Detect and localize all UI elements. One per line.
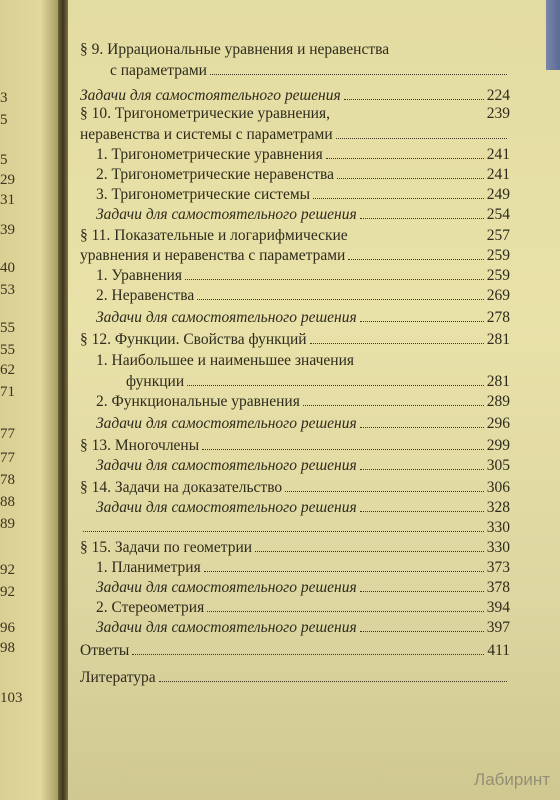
toc-entry-title: Задачи для самостоятельного решения xyxy=(80,87,341,104)
toc-page-number: 330 xyxy=(486,539,510,556)
dot-leader xyxy=(132,640,484,655)
dot-leader xyxy=(392,40,507,54)
dot-leader xyxy=(360,497,484,512)
left-page-number: 88 xyxy=(0,494,15,510)
toc-entry-title: Задачи для самостоятельного решения xyxy=(96,619,357,636)
left-page-number: 77 xyxy=(0,426,15,442)
toc-entry-title: Задачи для самостоятельного решения xyxy=(96,415,357,432)
toc-entry-title: 2. Функциональные уравнения xyxy=(96,393,300,410)
left-page-number: 39 xyxy=(0,222,15,238)
toc-page-number: 269 xyxy=(486,287,510,304)
dot-leader xyxy=(337,164,484,179)
toc-page-number: 281 xyxy=(486,331,510,348)
left-page-number: 3 xyxy=(0,90,8,106)
toc-entry-title: с параметрами xyxy=(110,62,207,79)
left-page-number: 5 xyxy=(0,112,8,128)
toc-page-number: 299 xyxy=(486,437,510,454)
toc-entry-title: 3. Тригонометрические системы xyxy=(96,186,311,203)
toc-entry-title: Задачи для самостоятельного решения xyxy=(96,309,357,326)
left-page-number: 53 xyxy=(0,282,15,298)
toc-page-number: 239 xyxy=(486,105,510,122)
toc-entry-title: Задачи для самостоятельного решения xyxy=(96,206,357,223)
toc-entry xyxy=(80,226,510,246)
toc-page-number: 330 xyxy=(486,519,510,536)
dot-leader xyxy=(285,477,484,492)
toc-entry xyxy=(80,40,510,60)
toc-page-number: 394 xyxy=(486,599,510,616)
toc-entry-title: Ответы xyxy=(80,642,130,659)
dot-leader xyxy=(83,517,484,532)
toc-entry-title: Задачи для самостоятельного решения xyxy=(96,499,357,516)
left-page-number: 62 xyxy=(0,362,15,378)
dot-leader xyxy=(360,413,484,428)
dot-leader xyxy=(351,226,484,240)
toc-entry xyxy=(80,617,510,637)
toc-entry xyxy=(80,144,510,164)
dot-leader xyxy=(210,60,507,75)
toc-entry-title: 1. Планиметрия xyxy=(96,559,201,576)
toc-entry-title: § 10. Тригонометрические уравнения, xyxy=(80,105,330,122)
left-page-number: 103 xyxy=(0,690,23,706)
toc-entry xyxy=(80,435,510,455)
toc-entry-title: уравнения и неравенства с параметрами xyxy=(80,247,346,264)
toc-entry xyxy=(80,164,510,184)
toc-entry xyxy=(80,204,510,224)
dot-leader xyxy=(360,307,484,322)
toc-entry-title: § 15. Задачи по геометрии xyxy=(80,539,253,556)
toc-entry xyxy=(80,85,510,105)
toc-entry xyxy=(80,497,510,517)
dot-leader xyxy=(360,617,484,632)
toc-entry xyxy=(80,557,510,577)
left-page-number: 31 xyxy=(0,192,15,208)
dot-leader xyxy=(204,557,484,572)
left-page-number: 77 xyxy=(0,450,15,466)
toc-page-number: 278 xyxy=(486,309,510,326)
toc-entry xyxy=(80,245,510,265)
toc-entry xyxy=(80,537,510,557)
dot-leader xyxy=(326,144,484,159)
toc-page-number: 328 xyxy=(486,499,510,516)
toc-entry xyxy=(80,667,510,687)
left-page-number: 89 xyxy=(0,516,15,532)
toc-entry-title: § 14. Задачи на доказательство xyxy=(80,479,283,496)
toc-entry xyxy=(80,124,510,144)
left-page-number: 55 xyxy=(0,342,15,358)
left-page-number: 96 xyxy=(0,620,15,636)
toc-entry xyxy=(80,60,510,80)
toc-entry-title: § 12. Функции. Свойства функций xyxy=(80,331,307,348)
toc-entry xyxy=(80,477,510,497)
dot-leader xyxy=(360,577,484,592)
toc-page-number: 397 xyxy=(486,619,510,636)
right-page xyxy=(68,0,560,800)
dot-leader xyxy=(185,265,484,280)
toc-entry-title: 2. Тригонометрические неравенства xyxy=(96,166,334,183)
toc-page-number: 305 xyxy=(486,457,510,474)
toc-entry-title: 1. Наибольшее и наименьшее значения xyxy=(96,352,355,369)
toc-entry xyxy=(80,577,510,597)
left-page xyxy=(0,0,58,800)
toc-entry xyxy=(80,351,510,371)
toc-entry-title: функции xyxy=(126,373,185,390)
dot-leader xyxy=(207,597,484,612)
toc-page-number: 254 xyxy=(486,206,510,223)
book-gutter xyxy=(58,0,68,800)
toc-page-number: 306 xyxy=(486,479,510,496)
toc-entry-title: 2. Стереометрия xyxy=(96,599,205,616)
toc-entry-title: Литература xyxy=(80,669,156,686)
left-page-number: 71 xyxy=(0,384,15,400)
toc-entry xyxy=(80,184,510,204)
toc-entry xyxy=(80,329,510,349)
dot-leader xyxy=(197,285,483,300)
dot-leader xyxy=(159,667,507,682)
left-page-number: 92 xyxy=(0,584,15,600)
toc-entry-title: Задачи для самостоятельного решения xyxy=(96,579,357,596)
dot-leader xyxy=(187,371,484,386)
watermark-logo: Лабиринт xyxy=(474,770,550,789)
toc-page-number: 249 xyxy=(486,186,510,203)
dot-leader xyxy=(255,537,484,552)
toc-entry-title: неравенства и системы с параметрами xyxy=(80,126,333,143)
toc-entry xyxy=(80,285,510,305)
toc-entry xyxy=(80,104,510,124)
toc-entry xyxy=(80,455,510,475)
toc-page-number: 259 xyxy=(486,247,510,264)
toc-page-number: 281 xyxy=(486,373,510,390)
toc-page-number: 241 xyxy=(486,166,510,183)
toc-page-number: 224 xyxy=(486,87,510,104)
toc-entry xyxy=(80,597,510,617)
left-page-number: 78 xyxy=(0,472,15,488)
left-page-number: 55 xyxy=(0,320,15,336)
dot-leader xyxy=(357,351,507,365)
dot-leader xyxy=(202,435,484,450)
toc-entry-title: § 9. Иррациональные уравнения и неравенства xyxy=(80,41,390,58)
dot-leader xyxy=(344,85,484,100)
toc-entry xyxy=(80,307,510,327)
left-page-number: 98 xyxy=(0,640,15,656)
toc-page-number: 289 xyxy=(486,393,510,410)
dot-leader xyxy=(303,391,484,406)
dot-leader xyxy=(360,204,484,219)
dot-leader xyxy=(336,124,507,139)
left-page-number: 29 xyxy=(0,172,15,188)
toc-page-number: 257 xyxy=(486,227,510,244)
toc-entry-title: 1. Тригонометрические уравнения xyxy=(96,146,323,163)
toc-entry xyxy=(80,640,510,660)
dot-leader xyxy=(333,104,484,118)
toc-entry-title: § 13. Многочлены xyxy=(80,437,200,454)
toc-entry xyxy=(80,265,510,285)
dot-leader xyxy=(360,455,484,470)
toc-entry xyxy=(80,517,510,537)
left-page-number: 92 xyxy=(0,562,15,578)
toc-entry-title: § 11. Показательные и логарифмические xyxy=(80,227,348,244)
toc-entry xyxy=(80,391,510,411)
dot-leader xyxy=(313,184,484,199)
toc-entry xyxy=(80,371,510,391)
left-page-number: 5 xyxy=(0,152,8,168)
toc-page-number: 373 xyxy=(486,559,510,576)
dot-leader xyxy=(310,329,484,344)
toc-page-number: 296 xyxy=(486,415,510,432)
dot-leader xyxy=(348,245,483,260)
toc-entry-title: Задачи для самостоятельного решения xyxy=(96,457,357,474)
toc-page-number: 378 xyxy=(486,579,510,596)
toc-entry-title: 2. Неравенства xyxy=(96,287,195,304)
toc-page-number: 241 xyxy=(486,146,510,163)
toc-entry xyxy=(80,413,510,433)
toc-page-number: 259 xyxy=(486,267,510,284)
left-page-number: 40 xyxy=(0,260,15,276)
toc-page-number: 411 xyxy=(487,642,510,659)
blue-corner-edge xyxy=(546,0,560,70)
toc-entry-title: 1. Уравнения xyxy=(96,267,182,284)
